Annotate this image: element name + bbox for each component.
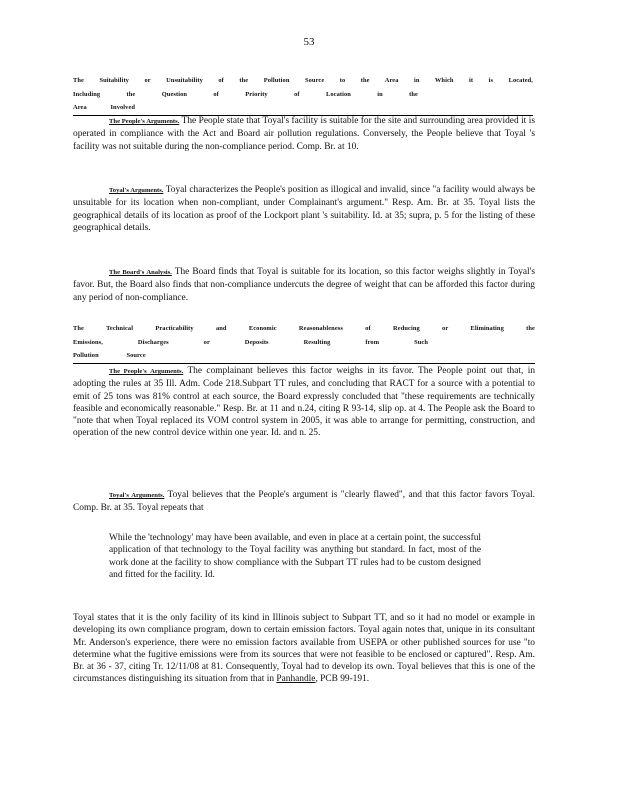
paragraph-boards-analysis [73,266,535,304]
paragraph-text: Toyal believes that the People's argument is "clearly flawed", and that this factor favors Toyal. Comp. Br. at 35. Toyal repeats that [73,490,535,514]
paragraph-toyal-statement [73,612,535,686]
section-heading-technical-practicability [73,322,535,364]
paragraph-text: Toyal states that it is the only facility of its kind in Illinois subject to Subpart TT, and so it had no model or example in developing its own compliance program, down to certain emission factors. Toyal again notes that, unique in its consultant Mr. Anderson's experience, there were no emission factors available from USEPA or other published sources for use "to determine what the fugitive emissions were from its sources that were not feasible to be enclosed or captured". Resp. Am. Br. at 36 - 37, citing Tr. 12/11/08 at 81. Consequently, Toyal had to develop its own. Toyal believes that this is one of the circumstances distinguishing its situation from that in [73,613,535,685]
case-citation: , PCB 99-191. [315,674,370,685]
heading-line-2: Including the Question of Priority of Location in the Area Involved [73,90,418,111]
paragraph-lead: The People's Arguments. [109,368,184,375]
paragraph-text: The Board finds that Toyal is suitable for its location, so this factor weighs slightly in Toyal's favor. But, the Board also finds that non-compliance undercuts the degree of weight that can be afforded this factor during any period of non-compliance. [73,267,535,303]
paragraph-lead: Toyal's Arguments. [109,187,164,194]
section-heading-suitability [73,74,533,116]
paragraph-toyals-arguments-1 [73,184,535,234]
paragraph-peoples-arguments-1 [73,115,535,153]
heading-line-1: The Suitability or Unsuitability of the Pollution Source to the Area in Which it is Located, [73,77,533,84]
paragraph-text: The People state that Toyal's facility is suitable for the site and surrounding area provided it is operated in compliance with the Act and Board air pollution regulations. Conversely, the People believe that Toyal 's facility was not suitable during the non-compliance period. Comp. Br. at 10. [73,116,535,152]
page-number: 53 [303,36,315,48]
paragraph-text: Toyal characterizes the People's position as illogical and invalid, since "a facility would always be unsuitable for its location when non-compliant, under Complainant's argument." Resp. Am. Br. at 35. Toyal lists the geographical details of its location as proof of the Lockport plant 's suitability. Id. at 35; supra, p. 5 for the listing of these geographical details. [73,185,535,233]
block-quote: While the 'technology' may have been available, and even in place at a certain point, the successful application of that technology to the Toyal facility was anything but standard. In fact, most of the work done at the facility to show compliance with the Subpart TT rules had to be custom designed and fitted for the facility. Id. [109,533,481,580]
paragraph-toyals-arguments-2 [73,489,535,515]
paragraph-text: The complainant believes this factor weighs in its favor. The People point out that, in adopting the rules at 35 Ill. Adm. Code 218.Subpart TT rules, and concluding that RACT for a source with a potential to emit of 25 tons was 81% control at each source, the Board expressly concluded that "these requirements are technically feasible and economically reasonable." Resp. Br. at 11 and n.24, citing R 93-14, slip op. at 4. The People ask the Board to "note that when Toyal replaced its VOM control system in 2005, it was able to arrange for permitting, construction, and operation of the new control device within one year. Id. and n. 25. [73,366,536,439]
paragraph-lead: Toyal's Arguments. [109,492,165,499]
paragraph-peoples-arguments-2 [73,365,535,440]
case-name: Panhandle [276,674,316,685]
heading-line-2: Emissions, Discharges or Deposits Resulting from Such Pollution Source [73,338,428,359]
heading-line-1: The Technical Practicability and Economic Reasonableness of Reducing or Eliminating the [73,325,535,332]
paragraph-lead: The People's Arguments. [109,118,180,125]
paragraph-lead: The Board's Analysis. [109,269,172,276]
